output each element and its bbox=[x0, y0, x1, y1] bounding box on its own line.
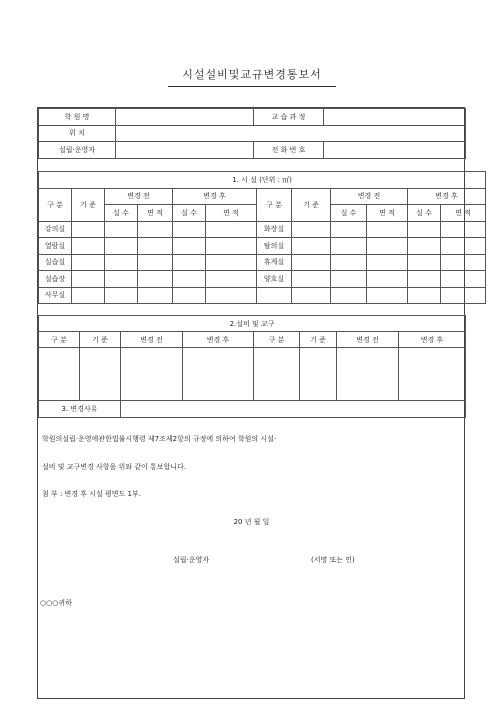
area-header: 면 적 bbox=[367, 205, 408, 222]
phone-label: 전 화 번 호 bbox=[254, 142, 324, 159]
cell[interactable] bbox=[206, 238, 257, 255]
after-header-right: 변경 후 bbox=[408, 188, 486, 205]
signer-label: 설립·운영자 bbox=[173, 556, 210, 564]
document-title: 시설설비및교규변경통보서 bbox=[182, 68, 322, 81]
type-header-left: 구 분 bbox=[39, 188, 72, 221]
cell[interactable] bbox=[138, 271, 173, 288]
equip-header: 기 준 bbox=[300, 332, 337, 348]
founder-field[interactable] bbox=[116, 142, 254, 159]
date-line: 20 년 월 일 bbox=[233, 518, 270, 526]
cell[interactable] bbox=[206, 287, 257, 304]
cell[interactable] bbox=[441, 221, 486, 238]
room-label-left: 열람실 bbox=[39, 238, 72, 255]
cell[interactable] bbox=[206, 221, 257, 238]
equip-header: 변경 후 bbox=[399, 332, 466, 348]
cell[interactable] bbox=[292, 238, 331, 255]
table-row bbox=[39, 254, 486, 271]
recipient: ○○○귀하 bbox=[40, 599, 72, 607]
academy-name-label: 학 원 명 bbox=[39, 109, 116, 126]
table-row bbox=[39, 271, 486, 288]
equip-header: 변경 전 bbox=[337, 332, 399, 348]
cell[interactable] bbox=[39, 348, 80, 401]
base-header-right: 기 준 bbox=[292, 188, 331, 221]
equipment-section-title: 2.설비 및 교구 bbox=[39, 316, 466, 332]
course-field[interactable] bbox=[324, 109, 466, 126]
cell[interactable] bbox=[331, 221, 367, 238]
count-header: 실 수 bbox=[173, 205, 206, 222]
cell[interactable] bbox=[399, 348, 466, 401]
cell[interactable] bbox=[173, 238, 206, 255]
cell[interactable] bbox=[367, 254, 408, 271]
cell[interactable] bbox=[72, 254, 105, 271]
cell[interactable] bbox=[292, 271, 331, 288]
cell[interactable] bbox=[331, 271, 367, 288]
cell[interactable] bbox=[80, 348, 121, 401]
room-label-right: 탈의실 bbox=[257, 238, 292, 255]
before-header-left: 변경 전 bbox=[105, 188, 173, 205]
header-table bbox=[38, 108, 466, 159]
sign-note: (서명 또는 인) bbox=[311, 556, 355, 564]
cell[interactable] bbox=[292, 287, 331, 304]
cell[interactable] bbox=[72, 221, 105, 238]
cell[interactable] bbox=[331, 254, 367, 271]
area-header: 면 적 bbox=[441, 205, 486, 222]
cell[interactable] bbox=[367, 271, 408, 288]
cell[interactable] bbox=[138, 221, 173, 238]
table-row bbox=[39, 287, 486, 304]
cell[interactable] bbox=[72, 287, 105, 304]
cell[interactable] bbox=[105, 271, 138, 288]
cell[interactable] bbox=[173, 221, 206, 238]
cell[interactable] bbox=[337, 348, 399, 401]
cell[interactable] bbox=[300, 348, 337, 401]
cell[interactable] bbox=[105, 287, 138, 304]
cell[interactable] bbox=[408, 287, 441, 304]
equip-header: 구 분 bbox=[254, 332, 300, 348]
type-header-right: 구 분 bbox=[257, 188, 292, 221]
statement-line-2: 설비 및 교구변경 사항을 위와 같이 통보합니다. bbox=[42, 463, 187, 471]
cell[interactable] bbox=[138, 287, 173, 304]
room-label-left: 강의실 bbox=[39, 221, 72, 238]
cell[interactable] bbox=[331, 287, 367, 304]
equip-header: 변경 후 bbox=[183, 332, 254, 348]
cell[interactable] bbox=[408, 238, 441, 255]
cell[interactable] bbox=[408, 221, 441, 238]
table-row bbox=[39, 221, 486, 238]
base-header-left: 기 준 bbox=[72, 188, 105, 221]
room-label-right: 양호실 bbox=[257, 271, 292, 288]
cell[interactable] bbox=[173, 254, 206, 271]
room-label-left: 사무실 bbox=[39, 287, 72, 304]
cell[interactable] bbox=[105, 254, 138, 271]
area-header: 면 적 bbox=[138, 205, 173, 222]
cell[interactable] bbox=[183, 348, 254, 401]
cell[interactable] bbox=[441, 254, 486, 271]
cell[interactable] bbox=[367, 287, 408, 304]
cell[interactable] bbox=[408, 254, 441, 271]
cell[interactable] bbox=[206, 271, 257, 288]
room-label-left: 실습장 bbox=[39, 271, 72, 288]
cell[interactable] bbox=[138, 254, 173, 271]
cell[interactable] bbox=[72, 271, 105, 288]
facilities-table bbox=[38, 171, 486, 304]
cell[interactable] bbox=[105, 221, 138, 238]
equip-header: 구 분 bbox=[39, 332, 80, 348]
area-header: 면 적 bbox=[206, 205, 257, 222]
cell[interactable] bbox=[121, 348, 183, 401]
cell[interactable] bbox=[331, 238, 367, 255]
cell[interactable] bbox=[173, 287, 206, 304]
cell[interactable] bbox=[72, 238, 105, 255]
cell[interactable] bbox=[441, 238, 486, 255]
room-label-right: 화장실 bbox=[257, 221, 292, 238]
room-label-right bbox=[257, 287, 292, 304]
cell[interactable] bbox=[292, 221, 331, 238]
room-label-left: 실습실 bbox=[39, 254, 72, 271]
facilities-section-title: 1. 시 설 (단위 : ㎡) bbox=[39, 172, 486, 189]
cell[interactable] bbox=[254, 348, 300, 401]
room-label-right: 휴게실 bbox=[257, 254, 292, 271]
cell[interactable] bbox=[367, 238, 408, 255]
attachment-note: 첨 부 : 변경 후 시설 평면도 1부. bbox=[42, 490, 141, 498]
count-header: 실 수 bbox=[105, 205, 138, 222]
count-header: 실 수 bbox=[331, 205, 367, 222]
cell[interactable] bbox=[292, 254, 331, 271]
equip-header: 기 준 bbox=[80, 332, 121, 348]
course-label: 교 습 과 정 bbox=[254, 109, 324, 126]
change-reason-field[interactable] bbox=[121, 401, 466, 418]
cell[interactable] bbox=[367, 221, 408, 238]
founder-label: 설립·운영자 bbox=[39, 142, 116, 159]
equipment-table bbox=[38, 315, 466, 418]
statement-line-1: 학원의설립·운영에관한법률시행령 제7조제2항의 규정에 의하여 학원의 시설· bbox=[42, 435, 277, 443]
academy-name-field[interactable] bbox=[116, 109, 254, 126]
form-frame bbox=[37, 107, 471, 699]
cell[interactable] bbox=[408, 271, 441, 288]
cell[interactable] bbox=[173, 271, 206, 288]
title-underline bbox=[168, 86, 336, 87]
cell[interactable] bbox=[138, 238, 173, 255]
cell[interactable] bbox=[206, 254, 257, 271]
cell[interactable] bbox=[441, 287, 486, 304]
cell[interactable] bbox=[105, 238, 138, 255]
table-row bbox=[39, 238, 486, 255]
cell[interactable] bbox=[441, 271, 486, 288]
count-header: 실 수 bbox=[408, 205, 441, 222]
before-header-right: 변경 전 bbox=[331, 188, 408, 205]
phone-field[interactable] bbox=[324, 142, 466, 159]
change-reason-label: 3. 변경사유 bbox=[39, 401, 121, 418]
location-field[interactable] bbox=[116, 125, 466, 142]
location-label: 위 치 bbox=[39, 125, 116, 142]
equip-header: 변경 전 bbox=[121, 332, 183, 348]
table-row bbox=[39, 348, 466, 401]
after-header-left: 변경 후 bbox=[173, 188, 257, 205]
